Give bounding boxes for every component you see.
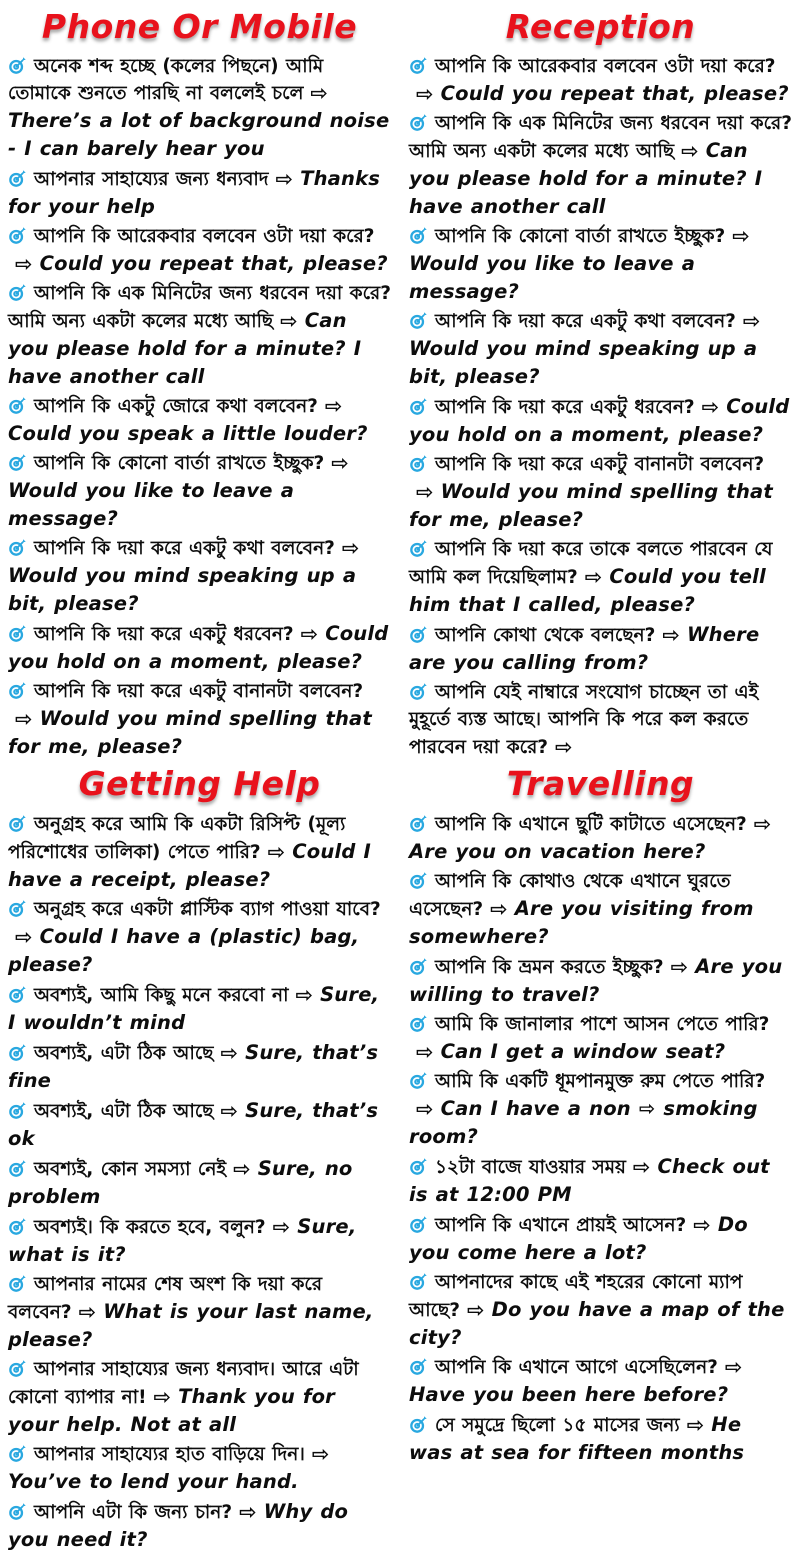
bengali-text: আপনার সাহায্যের জন্য ধন্যবাদ <box>34 169 269 191</box>
english-text: Could you speak a little louder? <box>8 422 368 446</box>
bengali-text: আপনি কি এখানে ছুটি কাটাতে এসেছেন? <box>435 813 747 835</box>
arrow-glyph: ⇨ <box>272 1214 291 1239</box>
english-text: Sure, no problem <box>8 1156 353 1208</box>
bengali-text: আপনি কি আরেকবার বলবেন ওটা দয়া করে? <box>435 56 776 78</box>
target-dart-icon <box>8 453 27 472</box>
target-dart-icon <box>409 1272 428 1291</box>
arrow-glyph: ⇨ <box>220 1098 239 1123</box>
phrase-item <box>409 621 792 677</box>
phrase-item <box>409 110 792 221</box>
phrase-item <box>409 1011 792 1066</box>
phrase-item <box>409 393 792 449</box>
arrow-glyph: ⇨ <box>416 480 434 505</box>
target-dart-icon <box>409 454 428 473</box>
english-text: Could you repeat that, please? <box>39 252 388 276</box>
bengali-text: আপনি যেই নাম্বারে সংযোগ চাচ্ছেন তা এই মুহূর্তে ব্যস্ত আছে। আপনি কি পরে কল করতে পারবেন দয়া করে? <box>409 682 759 759</box>
english-text: Would you mind speaking up a bit, please? <box>409 337 758 389</box>
target-dart-icon <box>8 1274 27 1293</box>
target-dart-icon <box>8 1359 27 1378</box>
arrow-glyph: ⇨ <box>732 224 750 249</box>
bengali-text: আপনি কি এক মিনিটের জন্য ধরবেন দয়া করে? আমি অন্য একটা কলের মধ্যে আছি <box>8 283 391 333</box>
bengali-text: আপনার সাহায্যের হাত বাড়িয়ে দিন। <box>34 1443 305 1465</box>
english-text: Are you willing to travel? <box>409 954 783 1006</box>
target-dart-icon <box>409 871 428 890</box>
phrase-item <box>409 1211 792 1267</box>
arrow-glyph: ⇨ <box>331 451 349 476</box>
phrase-item <box>8 165 391 221</box>
phrase-item <box>8 53 391 163</box>
english-text: Can I get a window seat? <box>440 1039 726 1063</box>
target-dart-icon <box>409 539 428 558</box>
bengali-text: আপনি কি ভ্রমন করতে ইচ্ছুক? <box>435 956 664 978</box>
english-text: Do you come here a lot? <box>409 1212 748 1264</box>
english-text: Would you like to leave a message? <box>409 252 696 304</box>
arrow-glyph: ⇨ <box>466 1297 485 1322</box>
arrow-glyph: ⇨ <box>341 536 360 561</box>
phrase-item <box>409 811 792 866</box>
arrow-glyph: ⇨ <box>275 167 294 192</box>
phrase-item <box>409 1068 792 1151</box>
target-dart-icon <box>8 624 27 643</box>
phrase-item <box>8 1097 391 1153</box>
target-dart-icon <box>409 682 428 701</box>
bengali-text: অবশ্যই। কি করতে হবে, বলুন? <box>34 1216 266 1238</box>
english-text: Could you hold on a moment, please? <box>409 395 790 447</box>
section-travelling <box>409 763 792 1466</box>
arrow-glyph: ⇨ <box>153 1384 172 1409</box>
english-text: Thanks for your help <box>8 167 381 219</box>
english-text: Would you mind spelling that for me, please? <box>409 480 773 532</box>
phrase-item <box>8 1271 391 1354</box>
phrase-item <box>8 1039 391 1095</box>
section-phone-or-mobile <box>8 6 391 761</box>
arrow-glyph: ⇨ <box>662 623 680 648</box>
bengali-text: আপনি কোথা থেকে বলছেন? <box>435 625 656 647</box>
arrow-glyph: ⇨ <box>15 252 33 277</box>
target-dart-icon <box>8 56 27 75</box>
phrase-list <box>409 53 792 761</box>
target-dart-icon <box>409 1415 428 1434</box>
target-dart-icon <box>8 681 27 700</box>
arrow-glyph: ⇨ <box>220 1040 239 1065</box>
phrase-item <box>8 535 391 618</box>
english-text: Have you been here before? <box>409 1382 729 1406</box>
bengali-text: আপনি কি দয়া করে একটু ধরবেন? <box>435 397 695 419</box>
english-text: Could I have a (plastic) bag, please? <box>8 924 360 976</box>
phrase-item <box>409 223 792 306</box>
bengali-text: অবশ্যই, এটা ঠিক আছে <box>34 1042 214 1064</box>
section-title-travelling: Travelling <box>506 764 695 804</box>
phrase-item <box>409 451 792 534</box>
phrase-item <box>409 1269 792 1352</box>
english-text: Sure, that’s ok <box>8 1098 379 1150</box>
phrase-item <box>8 1356 391 1439</box>
bengali-text: অবশ্যই, এটা ঠিক আছে <box>34 1100 214 1122</box>
bengali-text: আপনাদের কাছে এই শহরের কোনো ম্যাপ আছে? <box>409 1271 743 1321</box>
english-text: Could you hold on a moment, please? <box>8 622 389 674</box>
phrase-item <box>8 1155 391 1211</box>
english-text: What is your last name, please? <box>8 1299 374 1351</box>
bengali-text: আপনি এটা কি জন্য চান? <box>34 1501 233 1523</box>
target-dart-icon <box>409 1014 428 1033</box>
arrow-glyph: ⇨ <box>490 896 508 921</box>
bengali-text: আপনি কি এখানে আগে এসেছিলেন? <box>435 1356 718 1378</box>
arrow-glyph: ⇨ <box>724 1354 743 1379</box>
arrow-glyph: ⇨ <box>701 395 720 420</box>
english-text: Could you repeat that, please? <box>440 82 789 106</box>
phrase-list <box>8 53 391 761</box>
bengali-text: আমি কি একটি ধূমপানমুক্ত রুম পেতে পারি? <box>435 1070 766 1092</box>
arrow-glyph: ⇨ <box>233 1156 251 1181</box>
phrase-item <box>409 53 792 108</box>
target-dart-icon <box>409 113 428 132</box>
target-dart-icon <box>409 311 428 330</box>
arrow-glyph: ⇨ <box>239 1499 257 1524</box>
english-text: Where are you calling from? <box>409 623 760 675</box>
target-dart-icon <box>409 957 428 976</box>
bengali-text: আপনি কি এখানে প্রায়ই আসেন? <box>435 1214 687 1236</box>
arrow-glyph: ⇨ <box>78 1299 97 1324</box>
target-dart-icon <box>8 1217 27 1236</box>
english-text: There’s a lot of background noise - I can barely hear you <box>8 109 390 161</box>
arrow-glyph: ⇨ <box>267 839 286 864</box>
phrase-item <box>409 679 792 761</box>
english-text: Could you tell him that I called, please? <box>409 565 766 617</box>
bengali-text: আপনি কি কোনো বার্তা রাখতে ইচ্ছুক? <box>435 226 726 248</box>
section-title-phone-or-mobile: Phone Or Mobile <box>41 7 358 46</box>
target-dart-icon <box>8 899 27 918</box>
phrase-item <box>8 981 391 1037</box>
arrow-glyph: ⇨ <box>686 1412 705 1437</box>
target-dart-icon <box>409 814 428 833</box>
phrase-item <box>409 1411 792 1467</box>
arrow-glyph: ⇨ <box>670 954 689 979</box>
english-text: You’ve to lend your hand. <box>8 1469 299 1493</box>
bengali-text: আপনি কি একটু জোরে কথা বলবেন? <box>34 396 318 418</box>
english-text: Are you on vacation here? <box>409 839 706 863</box>
phrase-item <box>8 1213 391 1269</box>
phrase-item <box>8 223 391 278</box>
phrase-list <box>409 811 792 1467</box>
phrase-item <box>8 280 391 391</box>
english-text: Would you mind speaking up a bit, please? <box>8 564 357 616</box>
phrase-item <box>409 953 792 1009</box>
arrow-glyph: ⇨ <box>300 622 319 647</box>
target-dart-icon <box>8 538 27 557</box>
phrase-item <box>8 620 391 676</box>
bengali-text: অবশ্যই, আমি কিছু মনে করবো না <box>34 984 289 1006</box>
section-title-reception: Reception <box>505 7 696 46</box>
arrow-glyph: ⇨ <box>310 81 328 106</box>
english-text: Can you please hold for a minute? I have another call <box>8 309 362 389</box>
target-dart-icon <box>8 1159 27 1178</box>
arrow-glyph: ⇨ <box>584 565 603 590</box>
bengali-text: অবশ্যই, কোন সমস্যা নেই <box>34 1158 227 1180</box>
left-column <box>8 4 391 1556</box>
phrase-item <box>8 1441 391 1496</box>
bengali-text: আপনার সাহায্যের জন্য ধন্যবাদ। আরে এটা কোনো ব্যাপার না! <box>8 1358 359 1408</box>
bengali-text: সে সমুদ্রে ছিলো ১৫ মাসের জন্য <box>435 1414 680 1436</box>
arrow-glyph: ⇨ <box>416 1096 434 1121</box>
arrow-glyph: ⇨ <box>416 1039 434 1064</box>
bengali-text: ১২টা বাজে যাওয়ার সময় <box>435 1156 626 1178</box>
target-dart-icon <box>8 396 27 415</box>
arrow-glyph: ⇨ <box>555 735 573 760</box>
arrow-glyph: ⇨ <box>324 394 343 419</box>
english-text: Are you visiting from somewhere? <box>409 896 754 948</box>
english-text: Would you mind spelling that for me, please? <box>8 707 372 759</box>
target-dart-icon <box>8 1502 27 1521</box>
arrow-glyph: ⇨ <box>311 1441 330 1466</box>
phrase-item <box>8 393 391 448</box>
english-text: Could I have a receipt, please? <box>8 839 371 891</box>
target-dart-icon <box>409 1157 428 1176</box>
arrow-glyph: ⇨ <box>742 309 761 334</box>
phrase-item <box>8 896 391 979</box>
phrase-item <box>8 1498 391 1554</box>
target-dart-icon <box>8 1444 27 1463</box>
target-dart-icon <box>409 56 428 75</box>
english-text: He was at sea for fifteen months <box>409 1412 745 1464</box>
phrase-item <box>409 536 792 619</box>
arrow-glyph: ⇨ <box>693 1212 711 1237</box>
arrow-glyph: ⇨ <box>15 924 33 949</box>
english-text: Check out is at 12:00 PM <box>409 1154 770 1206</box>
target-dart-icon <box>409 1215 428 1234</box>
section-reception <box>409 6 792 761</box>
english-text: Thank you for your help. Not at all <box>8 1384 335 1436</box>
bengali-text: অনুগ্রহ করে আমি কি একটা রিসিপ্ট (মূল্য পরিশোধের তালিকা) পেতে পারি? <box>8 813 346 863</box>
target-dart-icon <box>8 1043 27 1062</box>
section-title-getting-help: Getting Help <box>78 764 321 804</box>
target-dart-icon <box>409 226 428 245</box>
arrow-glyph: ⇨ <box>681 139 699 164</box>
target-dart-icon <box>8 169 27 188</box>
target-dart-icon <box>8 985 27 1004</box>
bengali-text: আপনি কি দয়া করে একটু ধরবেন? <box>34 624 294 646</box>
target-dart-icon <box>409 1357 428 1376</box>
english-text: Would you like to leave a message? <box>8 479 295 531</box>
arrow-glyph: ⇨ <box>280 309 298 334</box>
arrow-glyph: ⇨ <box>295 982 314 1007</box>
phrase-item <box>409 868 792 951</box>
english-text: Sure, I wouldn’t mind <box>8 982 380 1034</box>
arrow-glyph: ⇨ <box>416 82 434 107</box>
phrase-item <box>8 450 391 533</box>
target-dart-icon <box>8 226 27 245</box>
english-text: Can I have a non ⇨ smoking room? <box>409 1096 758 1148</box>
target-dart-icon <box>8 283 27 302</box>
target-dart-icon <box>409 397 428 416</box>
phrase-item <box>8 811 391 894</box>
bengali-text: আপনি কি এক মিনিটের জন্য ধরবেন দয়া করে? আমি অন্য একটা কলের মধ্যে আছি <box>409 113 792 163</box>
target-dart-icon <box>409 625 428 644</box>
phrase-item <box>409 308 792 391</box>
target-dart-icon <box>8 814 27 833</box>
phrase-item <box>8 678 391 761</box>
bengali-text: আপনি কি দয়া করে তাকে বলতে পারবেন যে আমি কল দিয়েছিলাম? <box>409 539 773 589</box>
section-getting-help <box>8 763 391 1553</box>
arrow-glyph: ⇨ <box>753 811 772 836</box>
phrase-item <box>409 1153 792 1209</box>
english-text: Why do you need it? <box>8 1499 349 1551</box>
target-dart-icon <box>409 1071 428 1090</box>
bengali-text: আপনি কি কোনো বার্তা রাখতে ইচ্ছুক? <box>34 453 325 475</box>
bengali-text: অনেক শব্দ হচ্ছে (কলের পিছনে) আমি তোমাকে শুনতে পারছি না বললেই চলে <box>8 56 324 105</box>
bengali-text: আপনি কি আরেকবার বলবেন ওটা দয়া করে? <box>34 226 375 248</box>
bengali-text: অনুগ্রহ করে একটা প্লাস্টিক ব্যাগ পাওয়া যাবে? <box>34 898 381 920</box>
english-text: Sure, what is it? <box>8 1214 357 1266</box>
arrow-glyph: ⇨ <box>632 1154 651 1179</box>
bengali-text: আপনি কি দয়া করে একটু কথা বলবেন? <box>34 538 335 560</box>
english-text: Sure, that’s fine <box>8 1040 379 1092</box>
phrase-item <box>409 1354 792 1409</box>
bengali-text: আপনি কি দয়া করে একটু বানানটা বলবেন? <box>34 681 364 703</box>
right-column <box>409 4 792 1556</box>
bengali-text: আপনি কি দয়া করে একটু কথা বলবেন? <box>435 311 736 333</box>
english-text: Do you have a map of the city? <box>409 1297 785 1349</box>
bengali-text: আপনার নামের শেষ অংশ কি দয়া করে বলবেন? <box>8 1273 323 1323</box>
bengali-text: আপনি কি দয়া করে একটু বানানটা বলবেন? <box>435 454 765 476</box>
english-text: Can you please hold for a minute? I have another call <box>409 139 763 219</box>
bengali-text: আমি কি জানালার পাশে আসন পেতে পারি? <box>435 1013 770 1035</box>
bengali-text: আপনি কি কোথাও থেকে এখানে ঘুরতে এসেছেন? <box>409 870 731 920</box>
phrase-list <box>8 811 391 1554</box>
arrow-glyph: ⇨ <box>15 707 33 732</box>
target-dart-icon <box>8 1101 27 1120</box>
